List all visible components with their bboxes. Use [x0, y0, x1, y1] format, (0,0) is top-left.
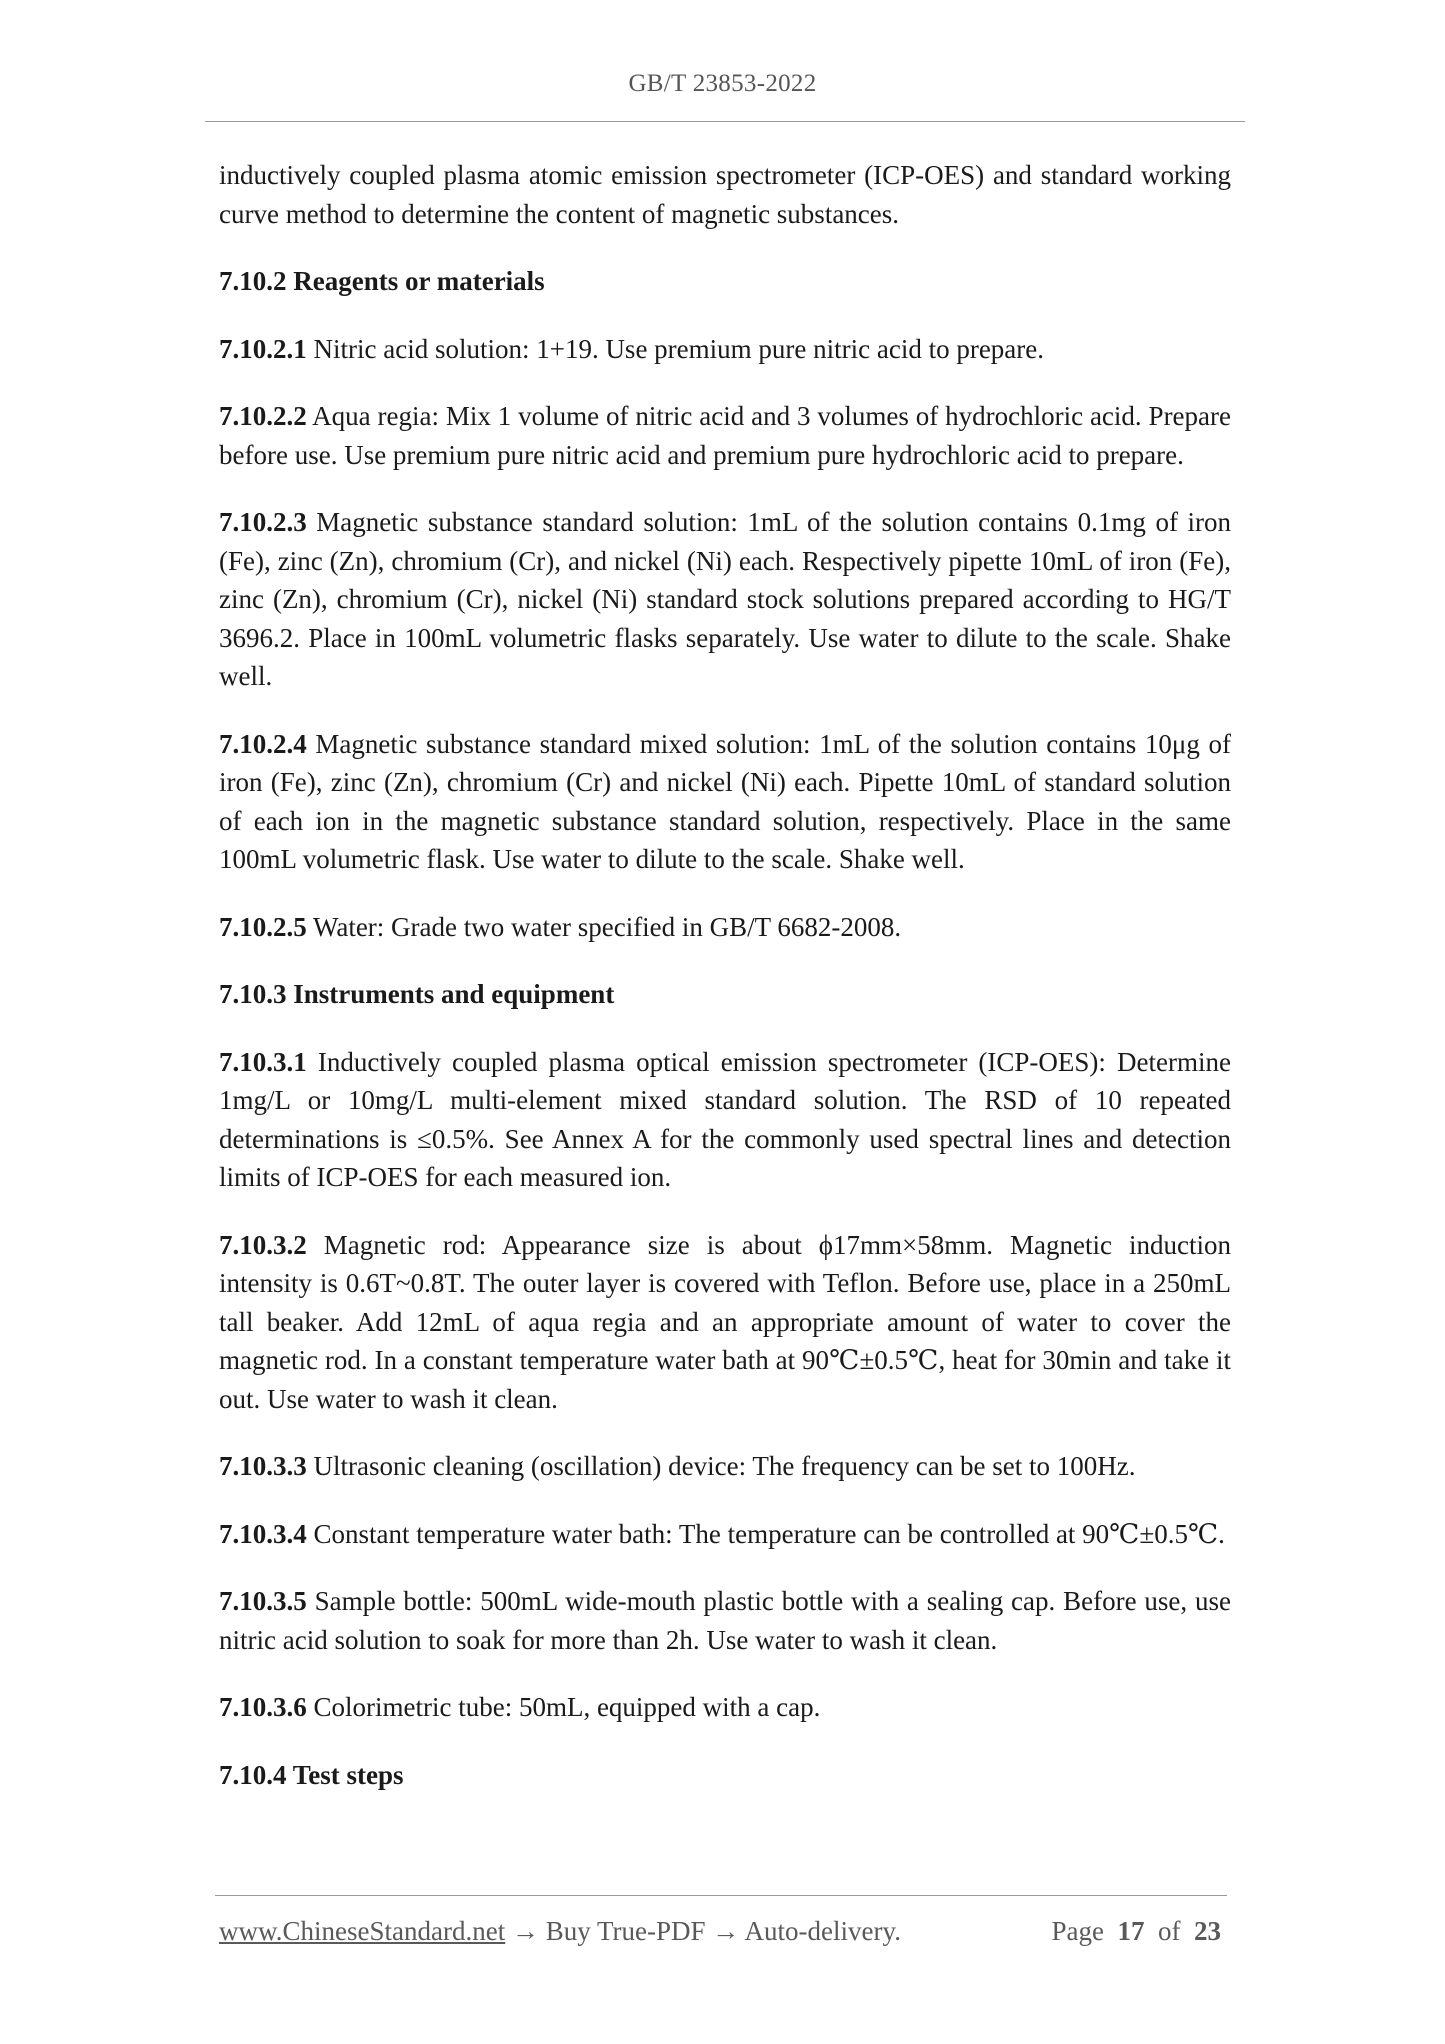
clause-number: 7.10.3.3 [219, 1451, 307, 1481]
clause-number: 7.10.2.4 [219, 728, 307, 759]
intro-paragraph: inductively coupled plasma atomic emission spectrometer (ICP-OES) and standard working curve method to determine the content of magnetic substances. [219, 160, 1231, 229]
clause-number: 7.10.3.5 [219, 1586, 307, 1616]
clause-7-10-2-5 [219, 908, 1231, 947]
page-current: 17 [1117, 1916, 1145, 1946]
page-label: Page [1051, 1916, 1104, 1946]
page-total: 23 [1194, 1916, 1221, 1946]
clause-7-10-2-1 [219, 330, 1231, 369]
clause-7-10-3-4 [219, 1515, 1231, 1554]
page-number [1052, 1916, 1221, 1947]
section-heading-7-10-3: 7.10.3 Instruments and equipment [219, 979, 615, 1009]
section-heading-7-10-4: 7.10.4 Test steps [219, 1759, 404, 1790]
clause-7-10-3-6 [219, 1688, 1231, 1727]
page-of: of [1158, 1916, 1181, 1946]
clause-7-10-3-2 [219, 1226, 1231, 1419]
page-header: GB/T 23853-2022 [628, 70, 817, 97]
clause-text: Sample bottle: 500mL wide-mouth plastic bottle with a sealing cap. Before use, use nitric acid solution to soak for more than 2h. Use water to wash it clean. [219, 1586, 1231, 1655]
clause-text: Constant temperature water bath: The temperature can be controlled at 90℃±0.5℃. [306, 1518, 1225, 1549]
clause-text: Magnetic rod: Appearance size is about ϕ17mm×58mm. Magnetic induction intensity is 0.6T~0.8T. The outer layer is covered with Teflon. Before use, place in a 250mL tall beaker. Add 12mL of aqua regia and an appropriate amount of water to cover the magnetic rod. In a constant temperature water bath at 90℃±0.5℃, heat for 30min and take it out. Use water to wash it clean. [219, 1229, 1231, 1414]
clause-text: Magnetic substance standard mixed solution: 1mL of the solution contains 10μg of iron (Fe), zinc (Zn), chromium (Cr) and nickel (Ni) each. Pipette 10mL of standard solution of each ion in the magnetic substance standard solution, respectively. Place in the same 100mL volumetric flask. Use water to dilute to the scale. Shake well. [219, 728, 1231, 874]
clause-number: 7.10.2.1 [219, 333, 307, 364]
section-heading-7-10-2: 7.10.2 Reagents or materials [219, 266, 545, 296]
clause-number: 7.10.3.6 [219, 1692, 307, 1722]
clause-number: 7.10.2.2 [219, 401, 307, 431]
footer-promo [219, 1916, 901, 1947]
clause-7-10-3-1 [219, 1043, 1231, 1197]
clause-number: 7.10.3.1 [219, 1046, 307, 1077]
footer-divider [215, 1895, 1227, 1896]
clause-text: Water: Grade two water specified in GB/T 6682-2008. [306, 911, 902, 942]
clause-7-10-2-4 [219, 725, 1231, 879]
clause-text: Nitric acid solution: 1+19. Use premium pure nitric acid to prepare. [306, 333, 1045, 364]
clause-text: Colorimetric tube: 50mL, equipped with a cap. [306, 1692, 821, 1722]
website-link[interactable]: www.ChineseStandard.net [219, 1916, 506, 1946]
clause-number: 7.10.2.5 [219, 911, 307, 942]
clause-7-10-2-3 [219, 503, 1231, 696]
clause-7-10-3-3 [219, 1447, 1231, 1486]
clause-7-10-2-2 [219, 397, 1231, 474]
clause-7-10-3-5 [219, 1582, 1231, 1659]
document-body [219, 156, 1231, 1823]
clause-number: 7.10.3.4 [219, 1518, 307, 1549]
clause-text: Magnetic substance standard solution: 1mL of the solution contains 0.1mg of iron (Fe), zinc (Zn), chromium (Cr), and nickel (Ni) each. Respectively pipette 10mL of iron (Fe), zinc (Zn), chromium (Cr), nickel (Ni) standard stock solutions prepared according to HG/T 3696.2. Place in 100mL volumetric flasks separately. Use water to dilute to the scale. Shake well. [219, 507, 1231, 691]
clause-text: Inductively coupled plasma optical emission spectrometer (ICP-OES): Determine 1mg/L or 10mg/L multi-element mixed standard solution. The RSD of 10 repeated determinations is ≤0.5%. See Annex A for the commonly used spectral lines and detection limits of ICP-OES for each measured ion. [219, 1046, 1231, 1192]
header-divider [205, 121, 1245, 122]
clause-text: Aqua regia: Mix 1 volume of nitric acid and 3 volumes of hydrochloric acid. Prepare before use. Use premium pure nitric acid and premium pure hydrochloric acid to prepare. [219, 401, 1231, 470]
clause-text: Ultrasonic cleaning (oscillation) device: The frequency can be set to 100Hz. [306, 1451, 1136, 1481]
promo-text: → Buy True-PDF → Auto-delivery. [505, 1916, 901, 1946]
clause-number: 7.10.3.2 [219, 1229, 307, 1260]
clause-number: 7.10.2.3 [219, 507, 307, 537]
